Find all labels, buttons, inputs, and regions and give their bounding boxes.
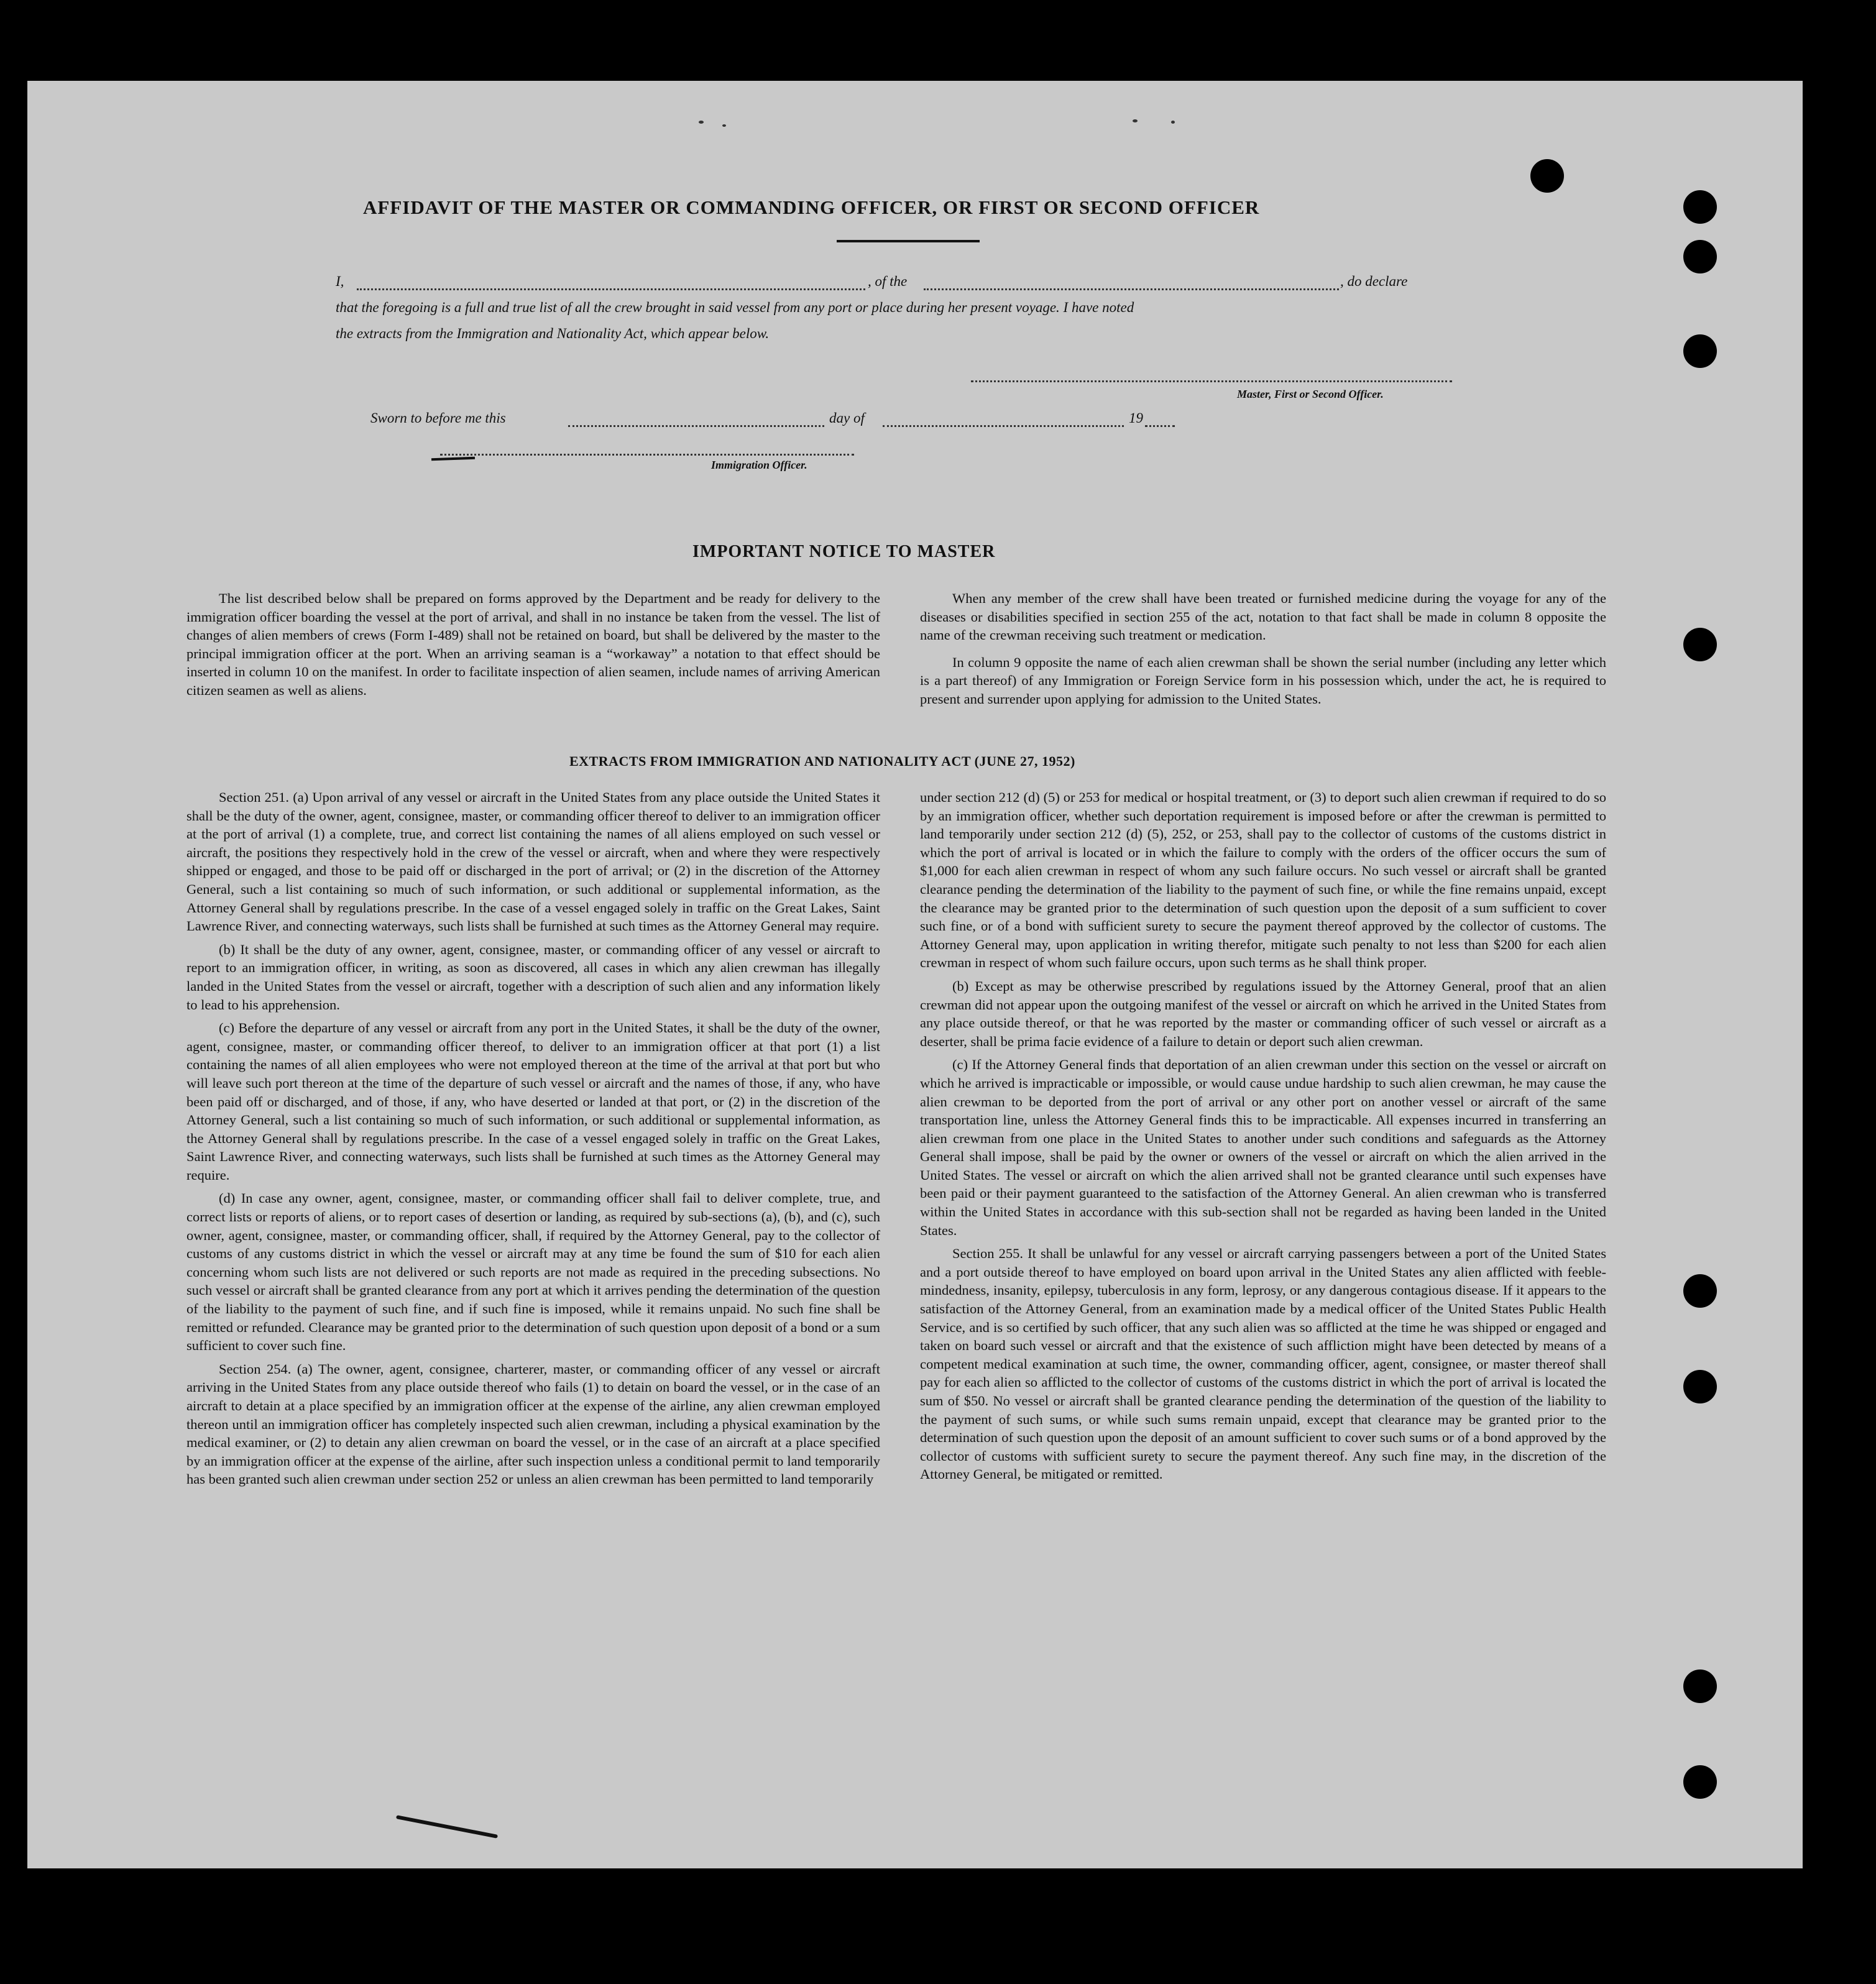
ink-speck	[722, 124, 726, 127]
extract-paragraph: Section 251. (a) Upon arrival of any vessel or aircraft in the United States from any place outside the United States it shall be the duty of the owner, agent, consignee, master, or commanding officer thereof to deliver to an immigration officer at the port of arrival (1) a complete, true, and correct list containing the names of all aliens employed on such vessel or aircraft, the positions they respectively hold in the crew of the vessel or aircraft, when and where they were respectively shipped or engaged, and those to be paid off or discharged in the port of arrival; or (2) in the discretion of the Attorney General, such a list containing so much of such information, or such additional or supplemental information, as the Attorney General shall by regulations prescribe. In the case of a vessel engaged solely in traffic on the Great Lakes, Saint Lawrence River, and connecting waterways, such lists shall be furnished at such times as the Attorney General may require.	[186, 789, 880, 934]
immigration-officer-caption: Immigration Officer.	[711, 459, 807, 471]
punch-hole	[1683, 1765, 1717, 1799]
extracts-right-column	[920, 788, 1606, 1484]
ink-speck	[699, 121, 704, 124]
extract-paragraph: Section 255. It shall be unlawful for any vessel or aircraft carrying passengers between a port of the United States and a port outside thereof to have employed on board upon arrival in the United States any alien afflicted with feeble-mindedness, insanity, epilepsy, tuberculosis in any form, leprosy, or any dangerous contagious disease. If it appears to the satisfaction of the Attorney General, from an examination made by a medical officer of the United States Public Health Service, and is so certified by such officer, that any such alien was so afflicted at the time he was shipped or engaged and taken on board such vessel or aircraft and that the existence of such affliction might have been detected by means of a competent medical examination at such time, the owner, commanding officer, agent, consignee, or master thereof shall pay for each alien so afflicted to the collector of customs of the customs district in which the port of arrival is located the sum of $50. No vessel or aircraft shall be granted clearance pending the determination of the question of the liability to the payment of such sums, or while such sums remain unpaid, except that clearance may be granted prior to the determination of such question upon the deposit of an amount sufficient to cover such sums or of a bond approved by the collector of customs with sufficient surety to secure the payment thereof. Any such fine may, in the discretion of the Attorney General, be mitigated or remitted.	[920, 1246, 1606, 1482]
extract-paragraph: under section 212 (d) (5) or 253 for medical or hospital treatment, or (3) to deport such alien crewman if required to do so by an immigration officer, whether such deportation requirement is imposed before or after the crewman is permitted to land temporarily under section 212 (d) (5), 252, or 253, shall pay to the collector of customs of the customs district in which the port of arrival is located or in which the failure to comply with the orders of the officer occurs the sum of $1,000 for each alien crewman in respect of whom any such failure occurs. No such vessel or aircraft shall be granted clearance pending the determination of the liability to the payment of such fine, or while the fine remains unpaid, except the clearance may be granted prior to the determination of such question upon the deposit of a sum sufficient to cover such fine, or of a bond with sufficient surety to secure the payment thereof approved by the collector of customs. The Attorney General may, upon application in writing therefor, mitigate such penalty to not less than $200 for each alien crewman in respect of whom such failure occurs, upon such terms as he shall think proper.	[920, 789, 1606, 971]
sworn-year-prefix: 19	[1129, 410, 1143, 426]
notice-paragraph: When any member of the crew shall have been treated or furnished medicine during the voyage for any of the diseases or disabilities specified in section 255 of the act, notation to that fact shall be made in column 8 opposite the name of the crewman receiving such treatment or medication.	[920, 590, 1606, 643]
extract-paragraph: Section 254. (a) The owner, agent, consignee, charterer, master, or commanding officer of any vessel or aircraft arriving in the United States from any place outside thereof who fails (1) to detain on board the vessel, or in the case of an aircraft to detain at a place specified by an immigration officer at the expense of the airline, any alien crewman employed thereon until an immigration officer has completely inspected such alien crewman, including a physical examination by the medical examiner, or (2) to detain any alien crewman on board the vessel, or in the case of an aircraft at a place specified by an immigration officer at the expense of the airline, after such inspection unless a conditional permit to land temporarily has been granted such alien crewman under section 252 or unless an alien crewman has been permitted to land temporarily	[186, 1361, 880, 1487]
extract-paragraph: (b) Except as may be otherwise prescribed by regulations issued by the Attorney General, proof that an alien crewman did not appear upon the outgoing manifest of the vessel or aircraft on which he arrived in the United States from any place outside thereof, or that he was reported by the master or commanding officer of such vessel or aircraft as a deserter, shall be prima facie evidence of a failure to detain or deport such alien crewman.	[920, 978, 1606, 1049]
extract-paragraph: (b) It shall be the duty of any owner, agent, consignee, master, or commanding officer of any vessel or aircraft to report to an immigration officer, in writing, as soon as discovered, all cases in which any alien crewman has illegally landed in the United States from the vessel or aircraft, together with a description of such alien and any information likely to lead to his apprehension.	[186, 941, 880, 1013]
punch-hole	[1683, 240, 1717, 273]
punch-hole	[1683, 334, 1717, 368]
declaration-line-3: the extracts from the Immigration and Nationality Act, which appear below.	[336, 326, 770, 341]
immigration-officer-signature-line[interactable]	[440, 454, 854, 456]
punch-hole	[1683, 190, 1717, 224]
sworn-day-line[interactable]	[568, 425, 824, 427]
ink-speck	[1133, 119, 1138, 122]
declaration-do-declare-label: , do declare	[1340, 273, 1408, 289]
master-signature-caption: Master, First or Second Officer.	[1237, 388, 1384, 400]
sworn-month-line[interactable]	[883, 425, 1124, 427]
extracts-title: EXTRACTS FROM IMMIGRATION AND NATIONALITY ACT (JUNE 27, 1952)	[569, 753, 1075, 769]
notice-title: IMPORTANT NOTICE TO MASTER	[692, 542, 996, 561]
notice-right-column	[920, 589, 1606, 709]
declaration-i-label: I,	[336, 273, 344, 289]
extracts-left-column	[186, 788, 880, 1489]
extract-paragraph: (d) In case any owner, agent, consignee, master, or commanding officer shall fail to deliver complete, true, and correct lists or reports of aliens, or to report cases of desertion or landing, as required by sub-sections (a), (b), and (c), such owner, agent, consignee, master, or commanding officer, shall, if required by the Attorney General, pay to the collector of customs of any customs district in which the vessel or aircraft may at any time be found the sum of $10 for each alien concerning whom such lists are not delivered or such reports are not made as required in the preceding subsections. No such vessel or aircraft shall be granted clearance from any port at which it arrives pending the determination of the question of the liability to the payment of such fine, and if such fine is imposed, while it remains unpaid. No such fine shall be remitted or refunded. Clearance may be granted prior to the determination of such question upon deposit of a bond or a sum sufficient to cover such fine.	[186, 1190, 880, 1354]
pen-stroke-mark	[396, 1815, 498, 1839]
title-underline	[837, 240, 980, 242]
punch-hole	[1683, 1274, 1717, 1308]
name-line[interactable]	[357, 288, 865, 290]
officer-signature-mark	[431, 457, 475, 461]
punch-hole	[1530, 159, 1564, 193]
vessel-line[interactable]	[924, 288, 1339, 290]
declaration-line-2: that the foregoing is a full and true list of all the crew brought in said vessel from any port or place during her present voyage. I have noted	[336, 300, 1134, 315]
declaration-of-the-label: , of the	[868, 273, 908, 289]
ink-speck	[1171, 121, 1175, 124]
notice-paragraph: In column 9 opposite the name of each alien crewman shall be shown the serial number (including any letter which is a part thereof) of any Immigration or Foreign Service form in his possession which, under the act, he is required to present and surrender upon applying for admission to the United States.	[920, 654, 1606, 707]
sworn-year-line[interactable]	[1145, 425, 1175, 427]
sworn-prefix: Sworn to before me this	[370, 410, 506, 426]
punch-hole	[1683, 1669, 1717, 1703]
sworn-day-of-label: day of	[829, 410, 865, 426]
punch-hole	[1683, 628, 1717, 661]
affidavit-title: AFFIDAVIT OF THE MASTER OR COMMANDING OFFICER, OR FIRST OR SECOND OFFICER	[363, 196, 1260, 218]
extract-paragraph: (c) If the Attorney General finds that deportation of an alien crewman under this section on the vessel or aircraft on which he arrived is impracticable or impossible, or would cause undue hardship to such alien crewman, he may cause the alien crewman to be deported from the port of arrival or any other port on another vessel or aircraft of the same transportation line, unless the Attorney General finds this to be impracticable. All expenses incurred in transferring an alien crewman from one place in the United States to another under such conditions and safeguards as the Attorney General shall impose, shall be paid by the owner or owners of the vessel or aircraft on which the alien arrived in the United States. The vessel or aircraft on which the alien arrived shall not be granted clearance until such expenses have been paid or their payment guaranteed to the satisfaction of the Attorney General. An alien crewman who is transferred within the United States in accordance with this sub-section shall not be regarded as having been landed in the United States.	[920, 1057, 1606, 1238]
master-signature-line[interactable]	[971, 380, 1452, 382]
document-page	[27, 81, 1803, 1868]
notice-paragraph: The list described below shall be prepared on forms approved by the Department and be ready for delivery to the immigration officer boarding the vessel at the port of arrival, and shall in no instance be taken from the vessel. The list of changes of alien members of crews (Form I-489) shall not be retained on board, but shall be delivered by the master to the principal immigration officer at the port. When an arriving seaman is a “workaway” a notation to that effect should be inserted in column 10 on the manifest. In order to facilitate inspection of alien seamen, include names of arriving American citizen seamen as well as aliens.	[186, 590, 880, 698]
punch-hole	[1683, 1370, 1717, 1403]
extract-paragraph: (c) Before the departure of any vessel or aircraft from any port in the United States, it shall be the duty of the owner, agent, consignee, master, or commanding officer thereof, to deliver to an immigration officer at that port (1) a list containing the names of all alien employees who were not employed thereon at the time of the arrival at that port but who will leave such port thereon at the time of the departure of such vessel or aircraft and the names of those, if any, who have been paid off or discharged, and of those, if any, who have deserted or landed at that port, or (2) in the discretion of the Attorney General, such a list containing so much of such information, or such additional or supplemental information, as the Attorney General shall by regulations prescribe. In the case of a vessel engaged solely in traffic on the Great Lakes, Saint Lawrence River, and connecting waterways, such lists shall be furnished at such times as the Attorney General may require.	[186, 1020, 880, 1183]
notice-left-column	[186, 589, 880, 700]
